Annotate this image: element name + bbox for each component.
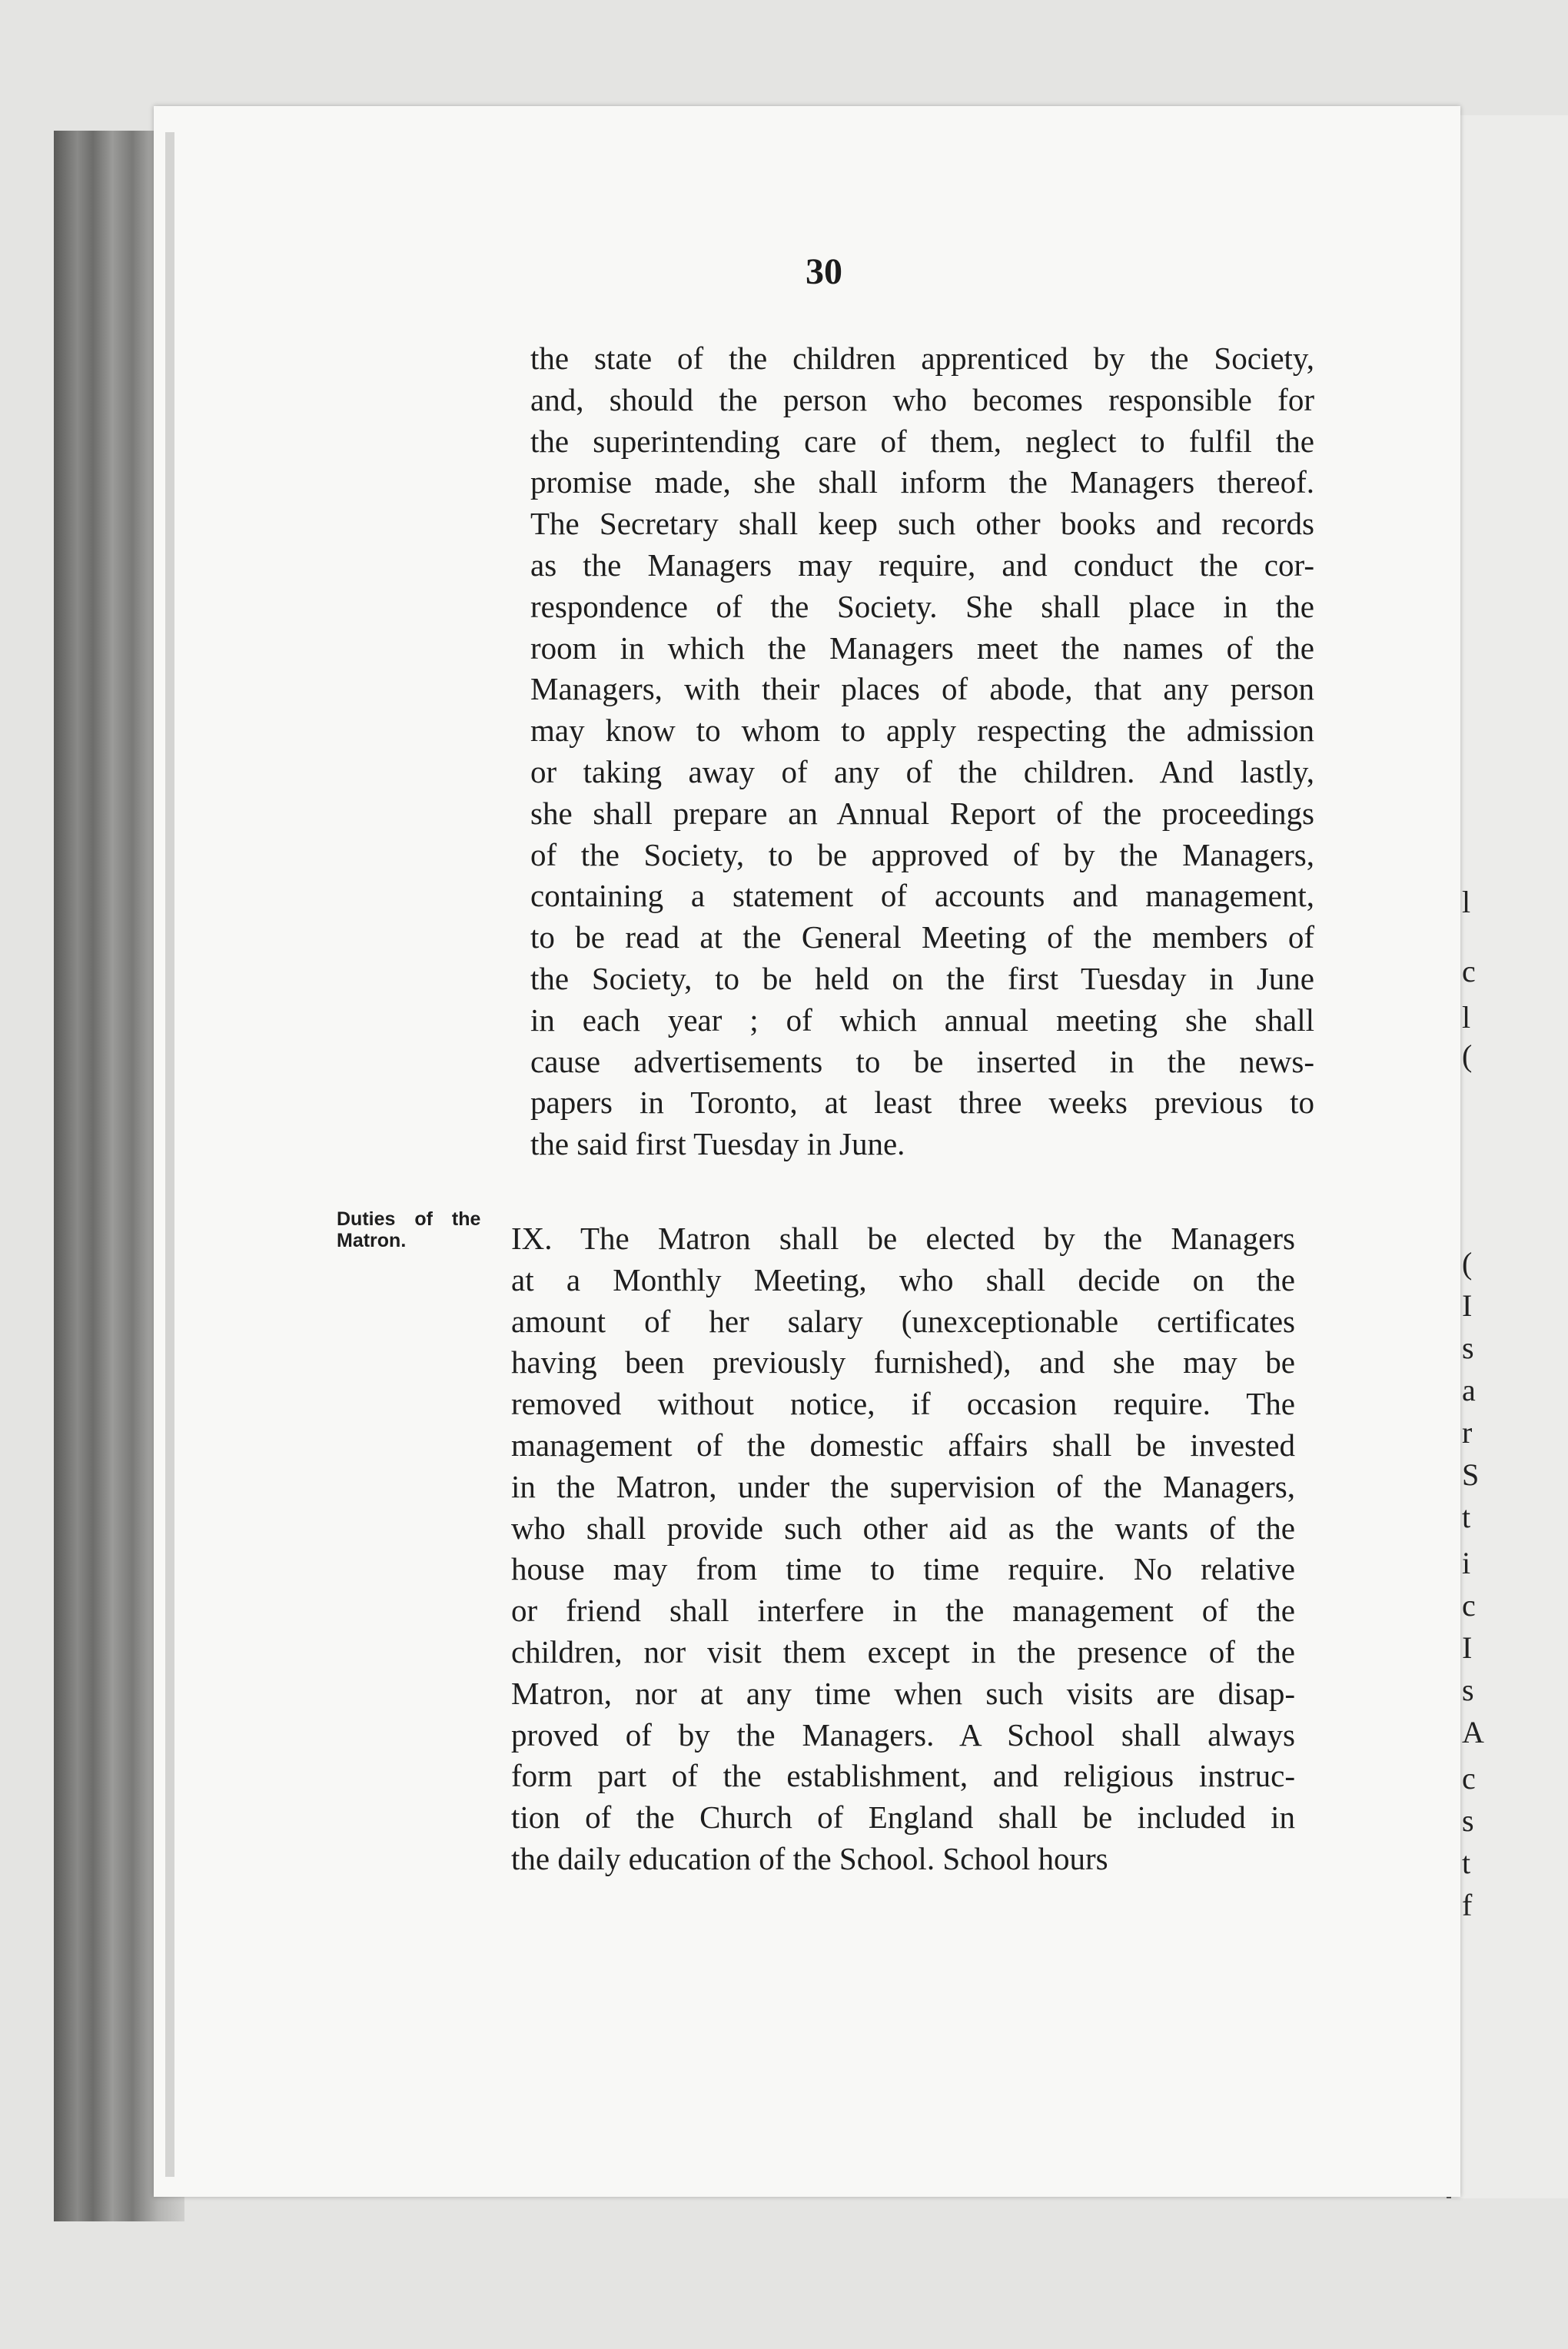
- text-line: having been previously furnished), and she may be: [511, 1344, 1295, 1380]
- facing-page-fragment: i: [1462, 1546, 1471, 1580]
- page-gutter: [165, 132, 174, 2177]
- paragraph-matron-duties: [511, 1218, 1295, 1880]
- text-line: promise made, she shall inform the Managers thereof.: [530, 464, 1314, 500]
- text-line: tion of the Church of England shall be included in: [511, 1799, 1295, 1836]
- text-line: may know to whom to apply respecting the admission: [530, 713, 1314, 749]
- text-line: removed without notice, if occasion require. The: [511, 1386, 1295, 1422]
- facing-page-fragment: (: [1462, 1038, 1473, 1073]
- text-line: to be read at the General Meeting of the members of: [530, 919, 1314, 955]
- facing-page-fragment: S: [1462, 1457, 1480, 1492]
- facing-page-fragment: a: [1462, 1373, 1476, 1407]
- text-line: management of the domestic affairs shall be invested: [511, 1427, 1295, 1463]
- facing-page-fragment: c: [1462, 1761, 1476, 1796]
- text-line: as the Managers may require, and conduct the cor-: [530, 547, 1314, 583]
- marginal-note: [337, 1208, 480, 1251]
- text-line: of the Society, to be approved of by the Managers,: [530, 836, 1314, 872]
- marginal-note-line: Duties of the: [337, 1208, 481, 1230]
- text-line: amount of her salary (unexceptionable certificates: [511, 1303, 1295, 1339]
- text-line: the daily education of the School. School hours: [511, 1840, 1108, 1876]
- text-line: in the Matron, under the supervision of the Managers,: [511, 1468, 1295, 1504]
- facing-page-fragment: t: [1462, 1500, 1471, 1534]
- facing-page-fragment: A: [1462, 1715, 1484, 1749]
- text-line: papers in Toronto, at least three weeks previous to: [530, 1085, 1314, 1121]
- text-line: who shall provide such other aid as the wants of the: [511, 1510, 1295, 1546]
- facing-page-fragment: l: [1462, 885, 1471, 919]
- text-line: the superintending care of them, neglect to fulfil the: [530, 423, 1314, 459]
- facing-page-fragment: c: [1462, 954, 1476, 988]
- text-line: and, should the person who becomes responsible for: [530, 381, 1314, 417]
- text-line: or taking away of any of the children. And lastly,: [530, 753, 1314, 789]
- text-line: cause advertisements to be inserted in the news-: [530, 1043, 1314, 1079]
- text-line: children, nor visit them except in the presence of the: [511, 1633, 1295, 1670]
- text-line: she shall prepare an Annual Report of the proceedings: [530, 795, 1314, 831]
- facing-page-fragment: f: [1462, 1888, 1473, 1922]
- text-line: Matron, nor at any time when such visits are disap-: [511, 1675, 1295, 1711]
- page-number: 30: [806, 251, 842, 292]
- facing-page-fragment: l: [1462, 1000, 1471, 1035]
- text-line: form part of the establishment, and religious instruc-: [511, 1758, 1295, 1794]
- text-line: the Society, to be held on the first Tuesday in June: [530, 960, 1314, 996]
- facing-page-fragment: t: [1462, 1846, 1471, 1880]
- text-line: or friend shall interfere in the management of the: [511, 1593, 1295, 1629]
- text-line: proved of by the Managers. A School shall always: [511, 1716, 1295, 1753]
- text-line: the state of the children apprenticed by the Society,: [530, 341, 1314, 376]
- facing-page-fragment: s: [1462, 1673, 1474, 1707]
- facing-page-fragment: s: [1462, 1331, 1474, 1365]
- text-line: in each year ; of which annual meeting she shall: [530, 1002, 1314, 1038]
- text-line: containing a statement of accounts and management,: [530, 878, 1314, 914]
- facing-page: [1447, 115, 1568, 2198]
- text-line: room in which the Managers meet the names of the: [530, 630, 1314, 666]
- text-line: The Secretary shall keep such other books and records: [530, 506, 1314, 542]
- text-line: house may from time to time require. No relative: [511, 1551, 1295, 1587]
- facing-page-fragment: s: [1462, 1803, 1474, 1838]
- paragraph-secretary-duties: [530, 338, 1314, 1165]
- marginal-note-line: Matron.: [337, 1230, 407, 1251]
- text-line: the said first Tuesday in June.: [530, 1126, 905, 1162]
- facing-page-fragment: (: [1462, 1246, 1473, 1281]
- text-line: at a Monthly Meeting, who shall decide on the: [511, 1261, 1295, 1297]
- facing-page-fragment: I: [1462, 1288, 1473, 1323]
- facing-page-fragment: I: [1462, 1630, 1473, 1665]
- facing-page-fragment: c: [1462, 1588, 1476, 1623]
- text-line: IX. The Matron shall be elected by the Managers: [511, 1221, 1295, 1256]
- facing-page-fragment: r: [1462, 1415, 1473, 1450]
- text-line: Managers, with their places of abode, that any person: [530, 671, 1314, 707]
- text-line: respondence of the Society. She shall place in the: [530, 588, 1314, 624]
